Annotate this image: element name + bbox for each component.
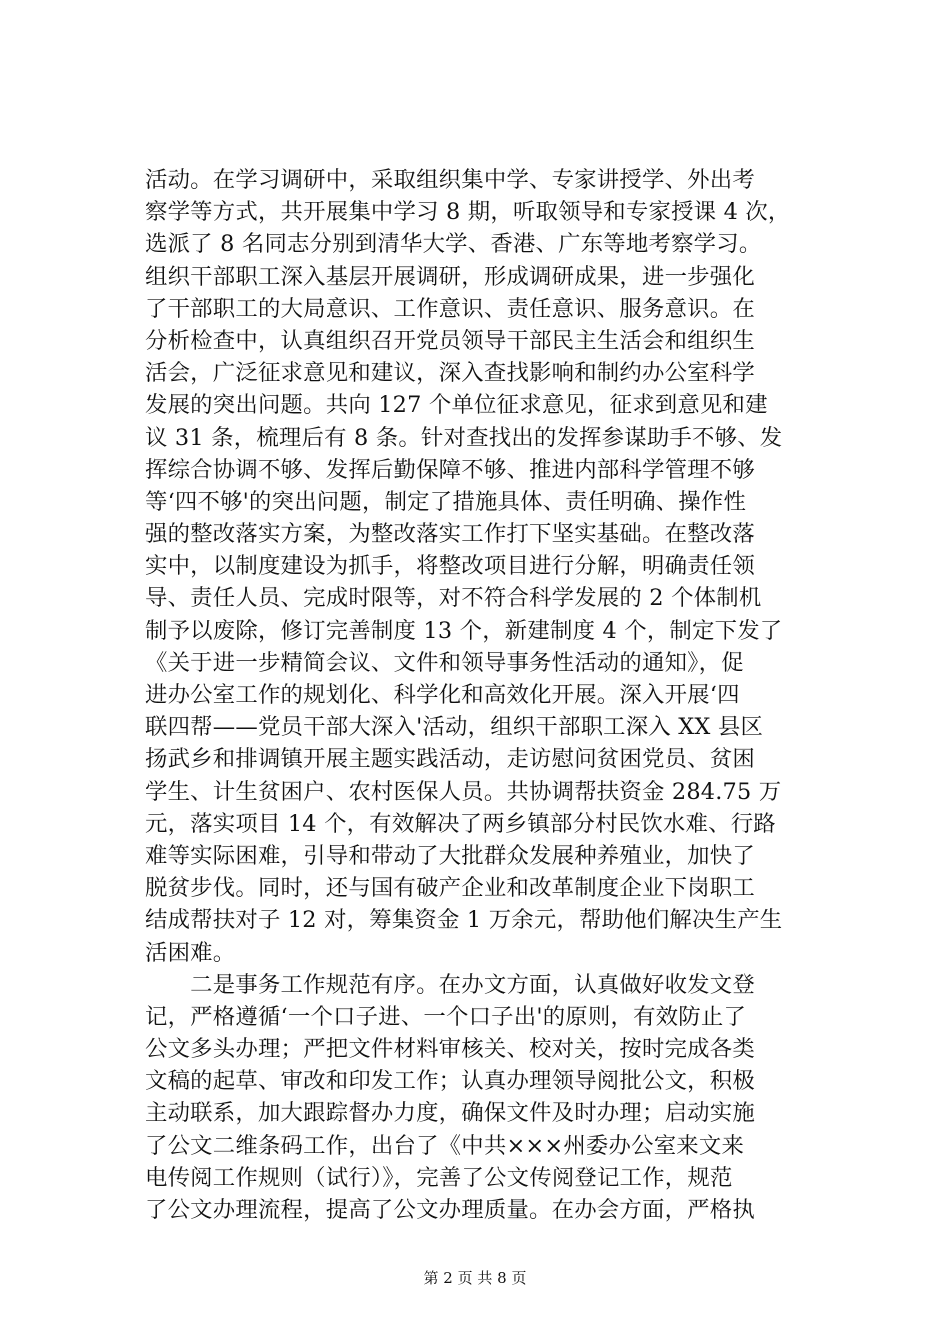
text-line: 挥综合协调不够、发挥后勤保障不够、推进内部科学管理不够 bbox=[145, 456, 755, 483]
text-line: 了公文二维条码工作，出台了《中共×××州委办公室来文来 bbox=[145, 1132, 745, 1159]
text-line: 了干部职工的大局意识、工作意识、责任意识、服务意识。在 bbox=[145, 295, 755, 322]
text-line: 察学等方式，共开展集中学习 8 期，听取领导和专家授课 4 次， bbox=[145, 199, 791, 226]
text-line: 二是事务工作规范有序。在办文方面，认真做好收发文登 bbox=[145, 971, 755, 998]
text-line: 选派了 8 名同志分别到清华大学、香港、广东等地考察学习。 bbox=[145, 231, 762, 258]
text-line: 强的整改落实方案，为整改落实工作打下坚实基础。在整改落 bbox=[145, 521, 755, 548]
text-line: 发展的突出问题。共向 127 个单位征求意见，征求到意见和建 bbox=[145, 392, 768, 419]
text-line: 难等实际困难，引导和带动了大批群众发展种养殖业，加快了 bbox=[145, 842, 755, 869]
text-line: 扬武乡和排调镇开展主题实践活动，走访慰问贫困党员、贫困 bbox=[145, 746, 755, 773]
text-line: 了公文办理流程，提高了公文办理质量。在办会方面，严格执 bbox=[145, 1197, 755, 1223]
text-line: 公文多头办理；严把文件材料审核关、校对关，按时完成各类 bbox=[145, 1036, 755, 1063]
text-line: 导、责任人员、完成时限等，对不符合科学发展的 2 个体制机 bbox=[145, 585, 762, 612]
text-line: 活动。在学习调研中，采取组织集中学、专家讲授学、外出考 bbox=[145, 167, 755, 193]
text-line: 活会，广泛征求意见和建议，深入查找影响和制约办公室科学 bbox=[145, 360, 755, 387]
text-line: 结成帮扶对子 12 对，筹集资金 1 万余元，帮助他们解决生产生 bbox=[145, 907, 783, 934]
text-line: 文稿的起草、审改和印发工作；认真办理领导阅批公文，积极 bbox=[145, 1068, 755, 1095]
page-number-label: 第 2 页 共 8 页 bbox=[423, 1269, 527, 1287]
text-line: 电传阅工作规则（试行）》，完善了公文传阅登记工作，规范 bbox=[145, 1164, 733, 1191]
text-line: 实中，以制度建设为抓手，将整改项目进行分解，明确责任领 bbox=[145, 553, 755, 580]
text-line: 联四帮——党员干部大深入'活动，组织干部职工深入 XX 县区 bbox=[145, 714, 764, 741]
text-line: 记，严格遵循‘一个口子进、一个口子出'的原则，有效防止了 bbox=[145, 1003, 747, 1030]
text-line: 组织干部职工深入基层开展调研，形成调研成果，进一步强化 bbox=[145, 263, 755, 290]
text-line: 元，落实项目 14 个，有效解决了两乡镇部分村民饮水难、行路 bbox=[145, 810, 776, 837]
text-line: 主动联系，加大跟踪督办力度，确保文件及时办理；启动实施 bbox=[145, 1100, 755, 1127]
text-line: 进办公室工作的规划化、科学化和高效化开展。深入开展‘四 bbox=[145, 682, 740, 708]
page-footer bbox=[0, 1268, 950, 1288]
text-line: 分析检查中，认真组织召开党员领导干部民主生活会和组织生 bbox=[145, 327, 755, 354]
text-line: 制予以废除，修订完善制度 13 个，新建制度 4 个，制定下发了 bbox=[145, 617, 783, 644]
document-body bbox=[145, 164, 835, 1226]
text-line: 议 31 条，梳理后有 8 条。针对查找出的发挥参谋助手不够、发 bbox=[145, 424, 783, 451]
text-line: 《关于进一步精简会议、文件和领导事务性活动的通知》，促 bbox=[145, 649, 744, 676]
text-line: 等‘四不够'的突出问题，制定了措施具体、责任明确、操作性 bbox=[145, 488, 747, 515]
text-line: 活困难。 bbox=[145, 939, 236, 966]
text-line: 脱贫步伐。同时，还与国有破产企业和改革制度企业下岗职工 bbox=[145, 875, 755, 902]
text-line: 学生、计生贫困户、农村医保人员。共协调帮扶资金 284.75 万 bbox=[145, 778, 782, 805]
